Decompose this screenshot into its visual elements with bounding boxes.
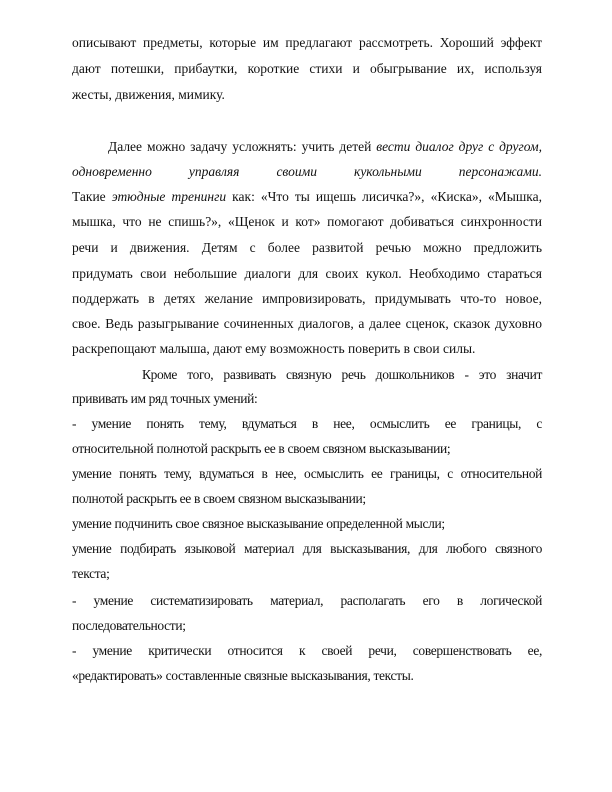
- list-item: - умение систематизировать материал, располагать его в логической: [72, 593, 542, 608]
- text-line: относительной полнотой раскрыть ее в своем связном высказывании;: [72, 441, 451, 456]
- text-line: «редактировать» составленные связные высказывания, тексты.: [72, 668, 414, 683]
- text-line: полнотой раскрыть ее в своем связном высказывании;: [72, 491, 366, 506]
- italic-phrase: этюдные тренинги: [111, 189, 227, 204]
- list-item: - умение критически относится к своей речи, совершенствовать ее,: [72, 643, 542, 658]
- italic-phrase: вести диалог друг с другом,: [376, 139, 542, 154]
- text-line: [72, 163, 542, 181]
- text-line: раскрепощают малыша, дают ему возможность поверить в свои силы.: [72, 341, 476, 356]
- list-item: умение подбирать языковой материал для высказывания, для любого связного: [72, 541, 542, 556]
- text-line: описывают предметы, которые им предлагают рассмотреть. Хороший эффект: [72, 35, 542, 50]
- text-line: текста;: [72, 566, 110, 581]
- text-line: прививать им ряд точных умений:: [72, 391, 258, 406]
- text-line: жесты, движения, мимику.: [72, 87, 225, 102]
- text-line: Кроме того, развивать связную речь дошкольников - это значит: [142, 367, 542, 382]
- text-line: свое. Ведь разыгрывание сочиненных диалогов, а далее сценок, сказок духовно: [72, 316, 542, 331]
- list-item: умение понять тему, вдуматься в нее, осмыслить ее границы, с относительной: [72, 466, 542, 481]
- text-line: придумать свои небольшие диалоги для своих кукол. Необходимо стараться: [72, 266, 542, 281]
- text-line: поддержать в детях желание импровизировать, придумывать что-то новое,: [72, 291, 542, 306]
- text-line: речи и движения. Детям с более развитой речью можно предложить: [72, 240, 542, 255]
- list-item: - умение понять тему, вдуматься в нее, осмыслить ее границы, с: [72, 416, 542, 431]
- text-line: мышка, что не спишь?», «Щенок и кот» помогают добиваться синхронности: [72, 214, 542, 229]
- list-item: умение подчинить свое связное высказывание определенной мысли;: [72, 516, 445, 531]
- text-line: Такие этюдные тренинги как: «Что ты ищешь лисичка?», «Киска», «Мышка,: [72, 189, 542, 204]
- text-line: последовательности;: [72, 618, 186, 633]
- text-line: дают потешки, прибаутки, короткие стихи и обыгрывание их, используя: [72, 61, 542, 76]
- text-line: Далее можно задачу усложнять: учить детей вести диалог друг с другом,: [108, 139, 542, 154]
- italic-phrase: одновременно управляя своими кукольными персонажами.: [72, 164, 542, 179]
